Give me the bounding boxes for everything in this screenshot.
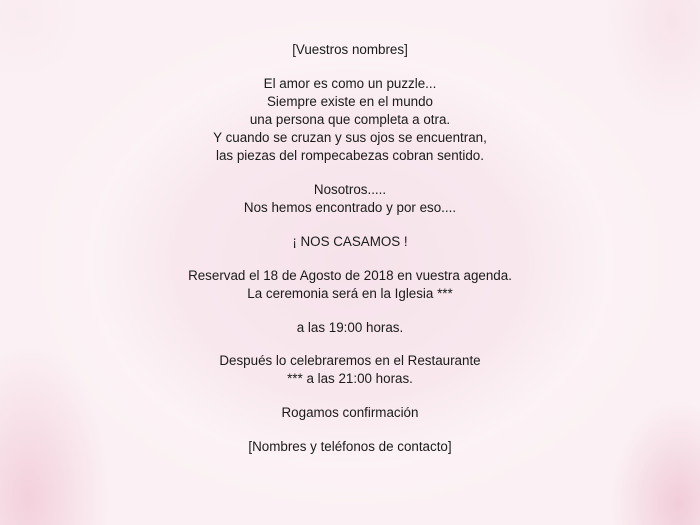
poem-line: las piezas del rompecabezas cobran sentido.: [216, 148, 484, 164]
names-placeholder: [Vuestros nombres]: [292, 42, 408, 57]
celebration-line: *** a las 21:00 horas.: [287, 371, 413, 387]
rsvp-text: Rogamos confirmación: [281, 405, 419, 421]
us-line: Nosotros.....: [313, 182, 387, 198]
ceremony-line: Reservad el 18 de Agosto de 2018 en vuestra agenda.: [188, 267, 512, 283]
celebration-line: Después lo celebraremos en el Restaurante: [219, 353, 481, 369]
us-line: Nos hemos encontrado y por eso....: [243, 200, 457, 216]
contact-placeholder: [Nombres y teléfonos de contacto]: [248, 438, 452, 454]
poem-line: Siempre existe en el mundo: [267, 93, 433, 109]
invitation-text: [0, 41, 700, 456]
ceremony-line: La ceremonia será en la Iglesia ***: [247, 285, 453, 301]
poem-line: una persona que completa a otra.: [249, 112, 451, 128]
poem-line: Y cuando se cruzan y sus ojos se encuentran,: [213, 130, 487, 146]
wedding-announcement: ¡ NOS CASAMOS !: [292, 234, 408, 249]
poem-line: El amor es como un puzzle...: [263, 75, 437, 91]
ceremony-time: a las 19:00 horas.: [296, 319, 404, 335]
